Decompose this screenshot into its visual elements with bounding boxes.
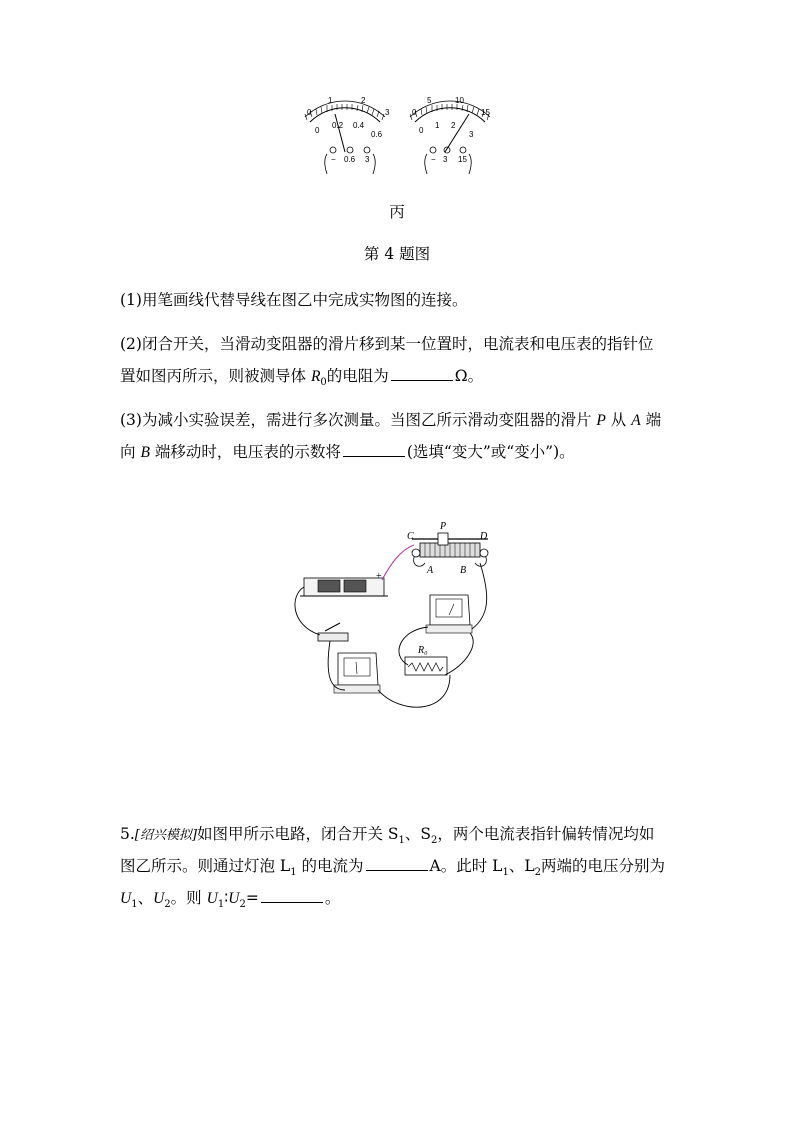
rheostat-label-c: C (407, 531, 414, 542)
answer-blank-voltage-change[interactable] (343, 438, 405, 457)
ammeter-terminal-06: 0.6 (344, 155, 356, 164)
rheostat-label-b: B (460, 565, 467, 576)
question-4-part-2-line-1: (2)闭合开关，当滑动变阻器的滑片移到某一位置时，电流表和电压表的指针位 (120, 335, 654, 353)
answer-blank-current-l1[interactable] (366, 852, 428, 871)
voltmeter-top-15: 15 (481, 108, 490, 117)
ammeter-bot-2: 0.4 (353, 121, 365, 130)
answer-blank-resistance[interactable] (391, 362, 453, 381)
ammeter-bot-0: 0 (315, 126, 320, 135)
question-4-part-2-line-2: 置如图丙所示，则被测导体 $R_0$的电阻为 Ω。 (120, 362, 483, 397)
voltmeter-bot-0: 0 (419, 126, 424, 135)
question-4-part-1: (1)用笔画线代替导线在图乙中完成实物图的连接。 (120, 291, 468, 309)
ammeter-top-2: 2 (361, 96, 366, 105)
voltmeter-bot-1: 1 (435, 121, 440, 130)
voltmeter-top-10: 10 (455, 96, 464, 105)
question-5-line-3: $U_1$、$U_2$。则 $U_1∶U_2=$ 。 (120, 884, 340, 919)
figure-caption: 第 4 题图 (363, 245, 431, 263)
answer-blank-voltage-ratio[interactable] (261, 884, 323, 903)
ammeter-top-0: 0 (307, 108, 312, 117)
voltmeter-terminal-15: 15 (458, 155, 467, 164)
ammeter-terminal-neg: − (331, 155, 336, 164)
rheostat-label-a: A (427, 565, 434, 576)
battery-plus-label: + (376, 571, 382, 582)
ammeter-top-3: 3 (385, 108, 390, 117)
voltmeter-terminal-3: 3 (443, 155, 448, 164)
voltmeter-bot-2: 2 (451, 121, 456, 130)
question-5-line-2: 图乙所示。则通过灯泡 $L_1$ 的电流为 A。此时 $L_1$、$L_2$两端的电压分别为 (120, 852, 665, 887)
ammeter-top-1: 1 (328, 96, 333, 105)
question-5-line-1: 5.[绍兴模拟]如图甲所示电路，闭合开关 $S_1$、$S_2$，两个电流表指针偏转情况均如 (120, 825, 655, 847)
figure-sub-caption: 丙 (389, 203, 405, 221)
question-4-part-3-line-2: 向 B 端移动时，电压表的示数将 (选填“变大”或“变小”)。 (120, 438, 575, 467)
voltmeter-bot-3: 3 (469, 130, 474, 139)
resistor-label: R₀ (418, 645, 428, 656)
voltmeter-terminal-neg: − (431, 155, 436, 164)
voltmeter-top-0: 0 (412, 108, 417, 117)
rheostat-label-d: D (480, 531, 488, 542)
question-5-source-tag: [绍兴模拟] (134, 828, 197, 843)
ammeter-bot-1: 0.2 (332, 121, 344, 130)
question-4-part-3-line-1: (3)为减小实验误差，需进行多次测量。当图乙所示滑动变阻器的滑片 P 从 A 端 (120, 411, 662, 429)
ammeter-bot-3: 0.6 (371, 130, 383, 139)
ammeter-terminal-3: 3 (365, 155, 370, 164)
voltmeter-top-5: 5 (427, 96, 432, 105)
rheostat-label-p: P (440, 521, 447, 532)
